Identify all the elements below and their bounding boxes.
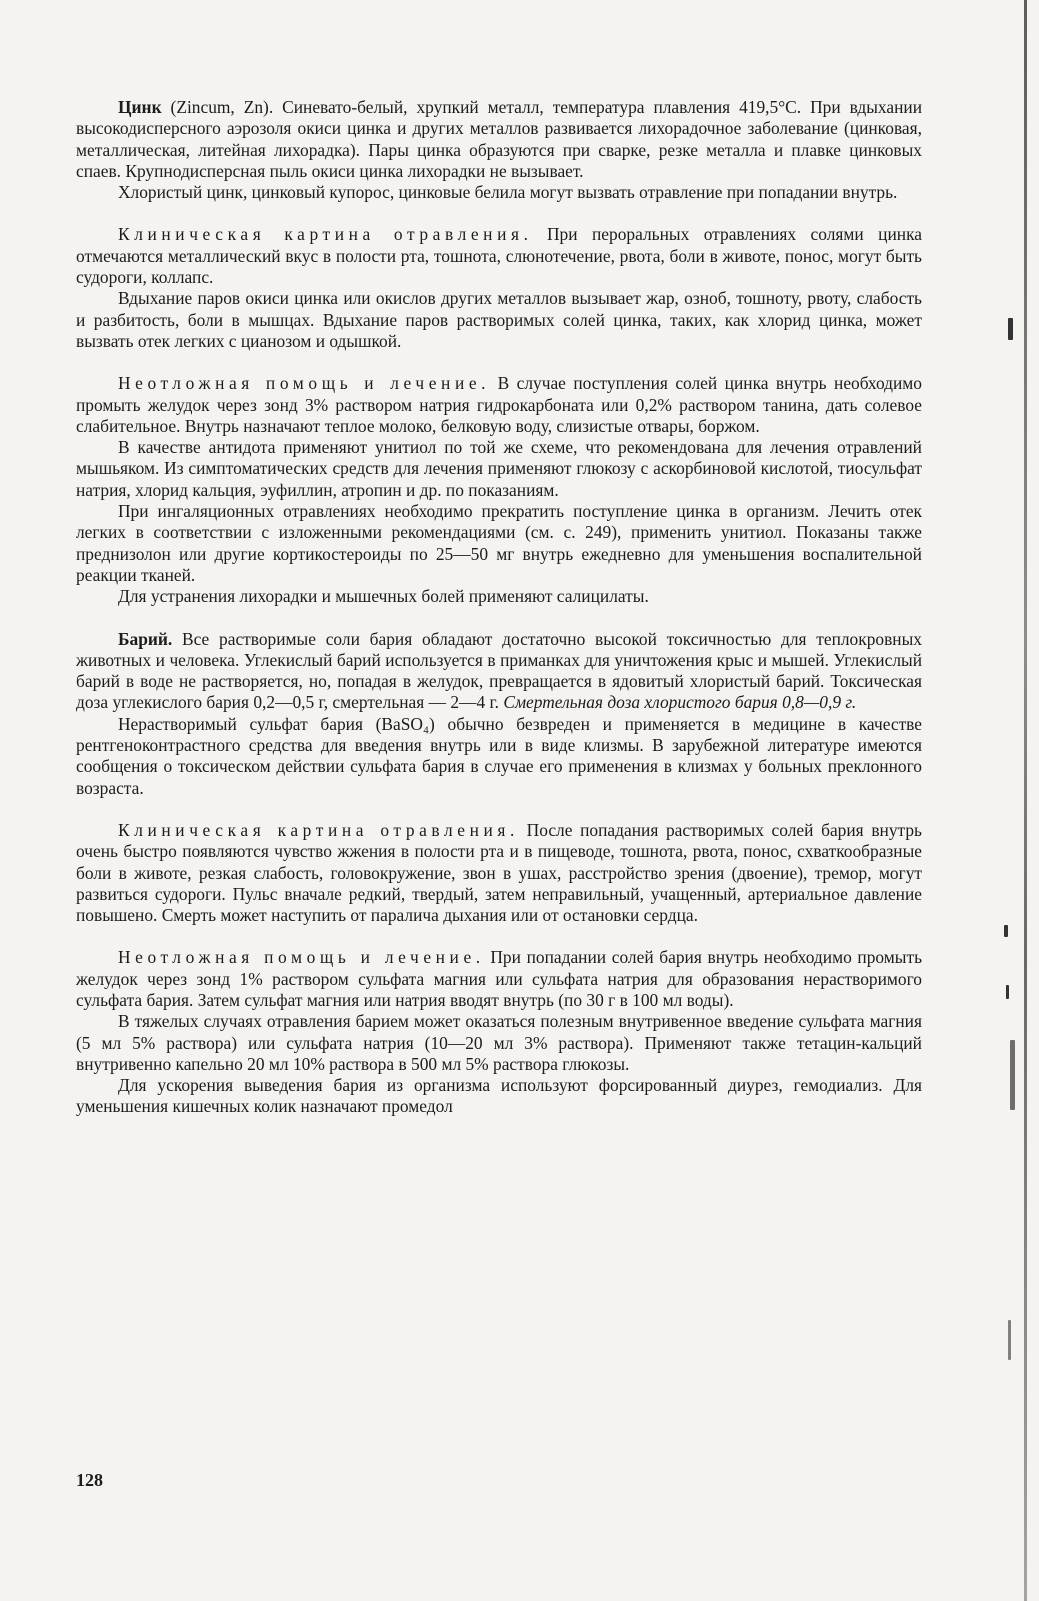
section-heading: Клиническая картина отравления. [118,819,519,840]
paragraph-text: Вдыхание паров окиси цинка или окислов других металлов вызывает жар, озноб, тошноту, рвоту, слабость и разбитость, боли в мышцах. Вдыхание паров растворимых солей цинка, таких, как хлорид цинка, может вызвать отек легких с цианозом и одышкой. [76,288,922,351]
paragraph-barium-clinical [76,820,922,926]
term-zinc: Цинк [118,97,162,117]
scan-edge-artifact [1024,0,1027,1601]
paragraph-zinc-antidote [76,437,922,501]
paragraph-barium-treatment [76,947,922,1011]
paragraph-text: Все растворимые соли бария обладают достаточно высокой токсичностью для теплокровных животных и человека. Углекислый барий используется в приманках для уничтожения крыс и мышей. Углекислый барий в воде не растворяется, но, попадая в желудок, превращается в ядовитый хлористый барий. Токсическая доза углекислого бария 0,2—0,5 г, смертельная — 2—4 г. [76,628,922,713]
section-heading: Клиническая картина отравления. [118,224,533,245]
paragraph-zinc-inhalation-treatment [76,501,922,586]
paragraph-zinc-fever [76,586,922,607]
paragraph-zinc-poisoning [76,182,922,203]
section-heading: Неотложная помощь и лечение. [118,947,485,968]
paragraph-zinc-treatment [76,373,922,437]
paragraph-text: Для устранения лихорадки и мышечных болей применяют салицилаты. [118,586,649,607]
paragraph-text: Хлористый цинк, цинковый купорос, цинковые белила могут вызвать отравление при попадании внутрь. [118,182,898,203]
paragraph-text: В тяжелых случаях отравления барием может оказаться полезным внутривенное введение сульфата магния (5 мл 5% раствора) или сульфата натрия (10—20 мл 3% раствора). Применяют также тетацин-кальций внутривенно капельно 20 мл 10% раствора в 500 мл 5% раствора глюкозы. [76,1011,922,1074]
paragraph-barium-excretion [76,1075,922,1118]
scan-speck [1004,925,1008,937]
paragraph-italic-text: Смертельная доза хлористого бария 0,8—0,9 г. [503,692,857,713]
paragraph-text: При ингаляционных отравлениях необходимо прекратить поступление цинка в организм. Лечить отек легких в соответствии с изложенными рекомендациями (см. с. 249), применить унитиол. Показаны также преднизолон или другие кортикостероиды по 25—50 мг внутрь ежедневно для уменьшения воспалительной реакции тканей. [76,501,922,585]
section-heading: Неотложная помощь и лечение. [118,373,491,394]
paragraph-zinc-inhalation [76,288,922,352]
paragraph-barium-intro [76,629,922,714]
paragraph-zinc-clinical [76,224,922,288]
paragraph-text: В случае поступления солей цинка внутрь необходимо промыть желудок через зонд 3% раствором натрия гидрокарбоната или 0,2% раствором танина, дать солевое слабительное. Внутрь назначают теплое молоко, белковую воду, слизистые отвары, боржом. [76,373,923,436]
scan-speck [1008,1320,1011,1360]
page-number: 128 [76,1470,103,1490]
paragraph-text: После попадания растворимых солей бария внутрь очень быстро появляются чувство жжения в полости рта и в пищеводе, тошнота, рвота, понос, схваткообразные боли в животе, резкая слабость, головокружение, звон в ушах, расстройство зрения (двоение), тремор, могут развиться судороги. Пульс вначале редкий, твердый, затем неправильный, учащенный, артериальное давление повышено. Смерть может наступить от паралича дыхания или от остановки сердца. [76,819,922,926]
scan-speck [1008,318,1013,340]
paragraph-text: (Zincum, Zn). Синевато-белый, хрупкий металл, температура плавления 419,5°С. При вдыхании высокодисперсного аэрозоля окиси цинка и других металлов развивается лихорадочное заболевание (цинковая, металлическая, литейная лихорадка). Пары цинка образуются при сварке, резке металла и плавке цинковых спаев. Крупнодисперсная пыль окиси цинка лихорадки не вызывает. [76,97,922,181]
scan-speck [1010,1040,1015,1110]
term-barium: Барий. [118,628,173,649]
paragraph-text: Нерастворимый сульфат бария (BaSO₄) обычно безвреден и применяется в медицине в качестве рентгеноконтрастного средства для введения внутрь или в виде клизмы. В зарубежной литературе имеются сообщения о токсическом действии сульфата бария в случае его применения в клизмах у больных преклонного возраста. [76,713,922,798]
paragraph-text: В качестве антидота применяют унитиол по той же схеме, что рекомендована для лечения отравлений мышьяком. Из симптоматических средств для лечения применяют глюкозу с аскорбиновой кислотой, тиосульфат натрия, хлорид кальция, эуфиллин, атропин и др. по показаниям. [76,437,922,500]
scan-speck [1006,985,1009,999]
paragraph-text: При попадании солей бария внутрь необходимо промыть желудок через зонд 1% раствором сульфата магния или сульфата натрия для образования нерастворимого сульфата бария. Затем сульфат магния или натрия вводят внутрь (по 30 г в 100 мл воды). [76,947,922,1010]
paragraph-barium-severe [76,1011,922,1075]
paragraph-text: Для ускорения выведения бария из организма используют форсированный диурез, гемодиализ. Для уменьшения кишечных колик назначают промедол [76,1075,922,1117]
paragraph-zinc-intro [76,97,922,182]
text-column [76,97,922,1118]
paragraph-barium-sulfate [76,714,922,799]
paragraph-text: При пероральных отравлениях солями цинка отмечаются металлический вкус в полости рта, тошнота, слюнотечение, рвота, боли в животе, понос, могут быть судороги, коллапс. [76,224,922,288]
